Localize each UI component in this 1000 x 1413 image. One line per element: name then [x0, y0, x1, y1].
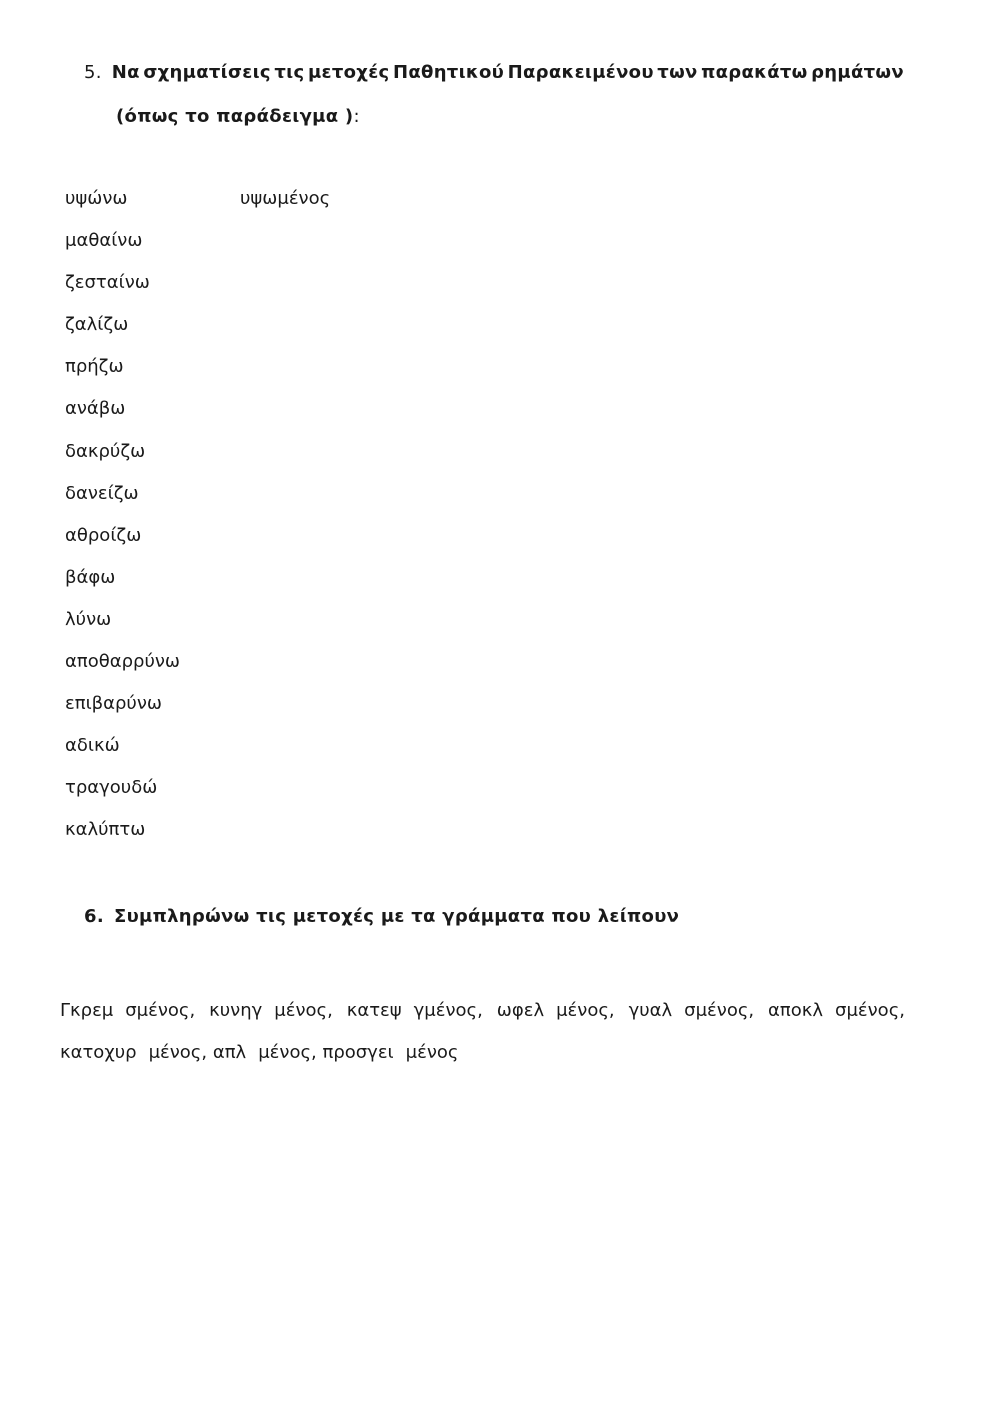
list-item	[65, 398, 465, 440]
participle-item: προσγει μένος	[322, 1042, 459, 1063]
list-item	[65, 609, 465, 651]
verb: αδικώ	[65, 735, 120, 757]
question-5-number: 5.	[84, 62, 102, 83]
participle-item: Γκρεμ σμένος,	[60, 1000, 196, 1021]
list-item	[65, 693, 465, 735]
list-item	[65, 567, 465, 609]
fill-in-text	[60, 990, 905, 1074]
verb: πρήζω	[65, 356, 124, 378]
list-item	[65, 230, 465, 272]
list-item	[65, 314, 465, 356]
participle-item: κατοχυρ μένος,	[60, 1042, 208, 1063]
verb: τραγουδώ	[65, 777, 158, 799]
verb: ανάβω	[65, 398, 126, 420]
verb: λύνω	[65, 608, 112, 630]
question-5-title-line-1	[84, 62, 904, 83]
list-item	[65, 272, 465, 314]
verb: επιβαρύνω	[65, 693, 162, 715]
participle-item: ωφελ μένος,	[496, 1000, 615, 1021]
verb: βάφω	[65, 566, 116, 588]
question-5-title-line-2: (όπως το παράδειγμα ):	[116, 106, 360, 127]
verb: μαθαίνω	[65, 230, 143, 252]
list-item	[65, 777, 465, 819]
fill-in-line-2	[60, 1032, 905, 1074]
question-6-title-text: Συμπληρώνω τις μετοχές με τα γράμματα που λείπουν	[113, 906, 680, 927]
verb: δανείζω	[65, 482, 139, 504]
question-6-title	[84, 906, 679, 927]
fill-in-line-1	[60, 990, 905, 1032]
participle-item: γυαλ σμένος,	[628, 1000, 755, 1021]
list-item	[65, 188, 465, 230]
verb: δακρύζω	[65, 440, 146, 462]
list-item	[65, 441, 465, 483]
participle-item: απλ μένος,	[212, 1042, 317, 1063]
list-item	[65, 356, 465, 398]
verb: αποθαρρύνω	[65, 651, 180, 673]
question-5-title-text: Να σχηματίσεις τις μετοχές Παθητικού Παρακειμένου των παρακάτω ρημάτων	[111, 62, 904, 83]
verb: αθροίζω	[65, 524, 142, 546]
list-item	[65, 819, 465, 861]
verb: ζαλίζω	[65, 314, 129, 336]
list-item	[65, 735, 465, 777]
participle-item: κυνηγ μένος,	[209, 1000, 333, 1021]
list-item	[65, 483, 465, 525]
question-6-number: 6.	[84, 906, 104, 927]
verb: υψώνω	[65, 188, 128, 209]
list-item	[65, 525, 465, 567]
participle-item: κατεψ γμένος,	[346, 1000, 483, 1021]
list-item	[65, 651, 465, 693]
example-answer: υψωμένος	[240, 188, 331, 209]
verb: ζεσταίνω	[65, 272, 150, 294]
participle-item: αποκλ σμένος,	[768, 1000, 905, 1021]
verb-list	[65, 188, 465, 862]
verb: καλύπτω	[65, 819, 146, 841]
